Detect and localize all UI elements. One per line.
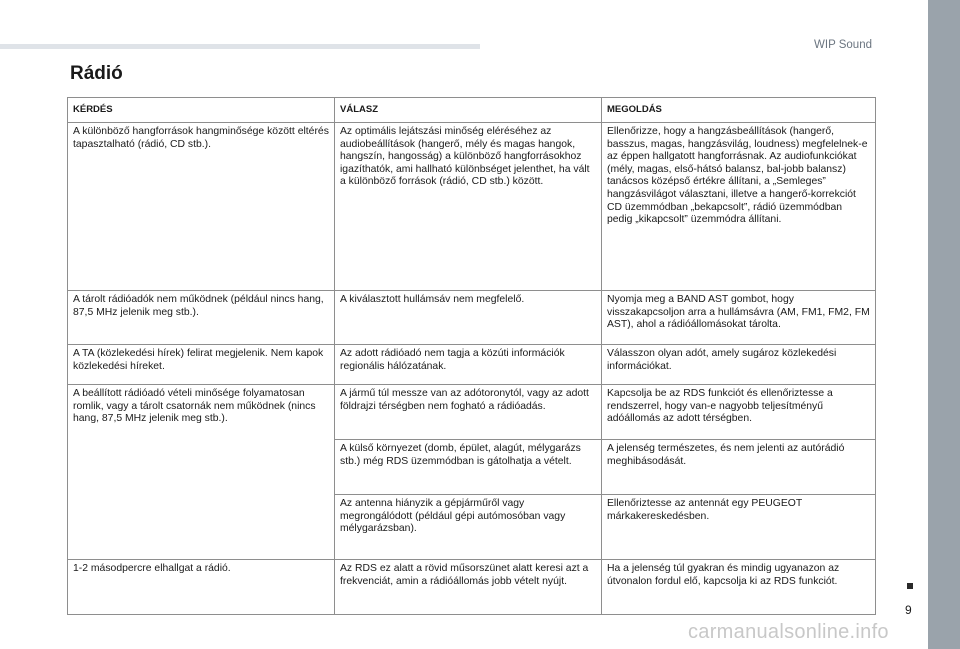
troubleshooting-table [67,97,876,615]
solution-cell: Ha a jelenség túl gyakran és mindig ugyanazon az útvonalon fordul elő, kapcsolja ki az RDS funkciót. [602,560,876,615]
column-header-question: KÉRDÉS [68,98,335,123]
solution-cell: Kapcsolja be az RDS funkciót és ellenőriztesse a rendszerrel, hogy van-e nagyobb teljesítményű adóállomás az adott térségben. [602,385,876,440]
solution-cell: Ellenőriztesse az antennát egy PEUGEOT márkakereskedésben. [602,495,876,560]
column-header-answer: VÁLASZ [335,98,602,123]
answer-cell: A jármű túl messze van az adótoronytól, vagy az adott földrajzi térségben nem fogható a rádióadás. [335,385,602,440]
solution-cell: Ellenőrizze, hogy a hangzásbeállítások (hangerő, basszus, magas, hangzásvilág, loudness) megfelelnek-e az éppen hallgatott hangforrásnak. Az audiofunkciókat (mély, magas, első-hátsó balansz, bal-jobb balansz) tanácsos középső értékre állítani, a „Semleges” hangzásvilágot választani, illetve a hangerő-korrekciót CD üzemmódban „bekapcsolt”, rádió üzemmódban pedig „kikapcsolt” üzemmódra állítani. [602,123,876,291]
page-title: Rádió [70,63,123,84]
table-row [68,291,876,345]
question-cell: A beállított rádióadó vételi minősége folyamatosan romlik, vagy a tárolt csatornák nem működnek (nincs hang, 87,5 MHz jelenik meg stb.). [68,385,335,560]
column-header-solution: MEGOLDÁS [602,98,876,123]
question-cell: A tárolt rádióadók nem működnek (például nincs hang, 87,5 MHz jelenik meg stb.). [68,291,335,345]
answer-cell: Az RDS ez alatt a rövid műsorszünet alatt keresi azt a frekvenciát, amin a rádióállomás jobb vételt nyújt. [335,560,602,615]
table-row [68,345,876,385]
answer-cell: A kiválasztott hullámsáv nem megfelelő. [335,291,602,345]
answer-cell: Az antenna hiányzik a gépjárműről vagy megrongálódott (például gépi autómosóban vagy mélygarázsban). [335,495,602,560]
solution-cell: Válasszon olyan adót, amely sugároz közlekedési információkat. [602,345,876,385]
answer-cell: Az optimális lejátszási minőség eléréséhez az audiobeállítások (hangerő, mély és magas hangok, hangszín, hangosság) a különböző hangforrásokhoz igazíthatók, ami hallható különbséget jelenthet, ha vált a különböző források (rádió, CD stb.) között. [335,123,602,291]
section-label: WIP Sound [814,39,872,51]
watermark: carmanualsonline.info [688,621,889,643]
question-cell: 1-2 másodpercre elhallgat a rádió. [68,560,335,615]
answer-cell: Az adott rádióadó nem tagja a közúti információk regionális hálózatának. [335,345,602,385]
page-marker-icon [907,583,913,589]
solution-cell: Nyomja meg a BAND AST gombot, hogy visszakapcsoljon arra a hullámsávra (AM, FM1, FM2, FM AST), ahol a rádióállomásokat tárolta. [602,291,876,345]
table-header-row [68,98,876,123]
page-number: 9 [905,603,912,617]
side-band [928,0,960,649]
question-cell: A TA (közlekedési hírek) felirat megjelenik. Nem kapok közlekedési híreket. [68,345,335,385]
table-row [68,560,876,615]
table-row [68,385,876,440]
answer-cell: A külső környezet (domb, épület, alagút, mélygarázs stb.) még RDS üzemmódban is gátolhatja a vételt. [335,440,602,495]
question-cell: A különböző hangforrások hangminősége között eltérés tapasztalható (rádió, CD stb.). [68,123,335,291]
header-accent-bar [0,44,480,49]
table-row [68,123,876,291]
solution-cell: A jelenség természetes, és nem jelenti az autórádió meghibásodását. [602,440,876,495]
